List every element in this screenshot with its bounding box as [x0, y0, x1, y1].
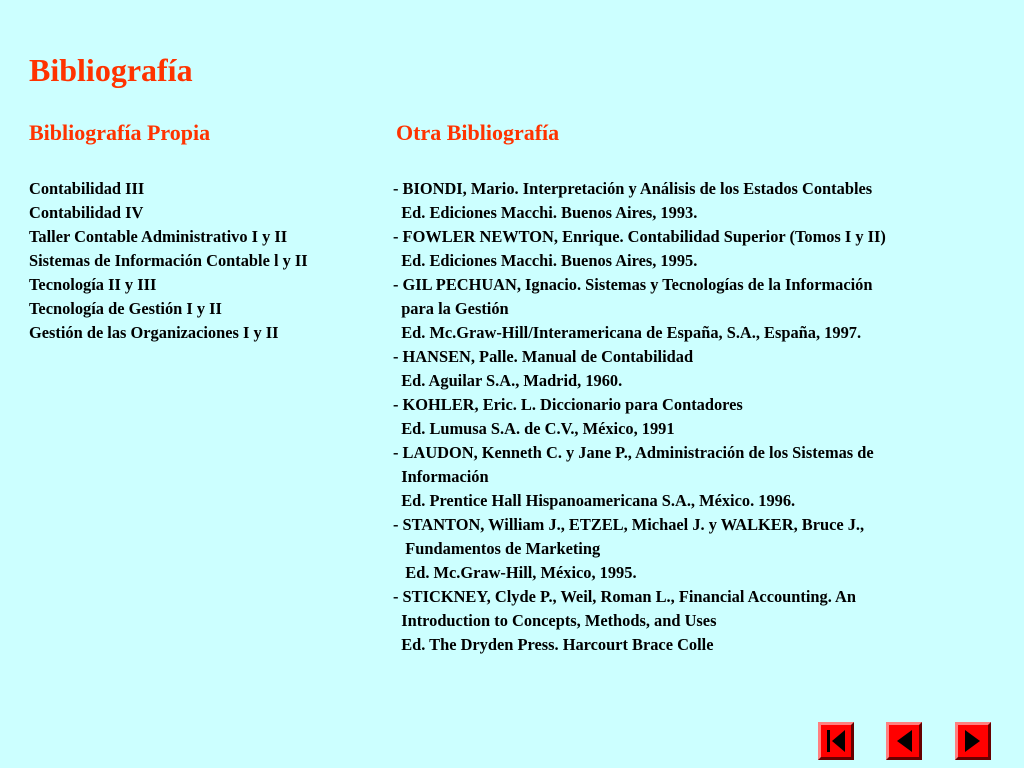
other-bibliography-heading: Otra Bibliografía: [396, 120, 560, 145]
reference-line: - LAUDON, Kenneth C. y Jane P., Administración de los Sistemas de: [393, 443, 874, 462]
reference-line: - FOWLER NEWTON, Enrique. Contabilidad Superior (Tomos I y II): [393, 227, 886, 246]
reference-line: Ed. Mc.Graw-Hill/Interamericana de España, S.A., España, 1997.: [393, 323, 862, 342]
reference-line: para la Gestión: [393, 299, 509, 318]
reference-line: Ed. Prentice Hall Hispanoamericana S.A., México. 1996.: [393, 491, 796, 510]
previous-slide-icon: [889, 725, 919, 757]
reference-line: Ed. Aguilar S.A., Madrid, 1960.: [393, 371, 623, 390]
reference-line: Fundamentos de Marketing: [393, 539, 601, 558]
other-bibliography-list: [393, 177, 1003, 657]
list-item: Tecnología de Gestión I y II: [29, 299, 222, 318]
reference-line: - STICKNEY, Clyde P., Weil, Roman L., Financial Accounting. An: [393, 587, 856, 606]
next-slide-icon: [958, 725, 988, 757]
first-slide-icon: [821, 725, 851, 757]
reference-line: - HANSEN, Palle. Manual de Contabilidad: [393, 347, 694, 366]
first-slide-button[interactable]: [818, 722, 854, 760]
reference-line: - KOHLER, Eric. L. Diccionario para Contadores: [393, 395, 743, 414]
list-item: Contabilidad IV: [29, 203, 144, 222]
reference-line: - STANTON, William J., ETZEL, Michael J. y WALKER, Bruce J.,: [393, 515, 865, 534]
page-title: Bibliografía: [29, 52, 193, 88]
own-bibliography-list: [29, 177, 389, 345]
reference-line: Introduction to Concepts, Methods, and Uses: [393, 611, 717, 630]
reference-line: - GIL PECHUAN, Ignacio. Sistemas y Tecnologías de la Información: [393, 275, 873, 294]
reference-line: - BIONDI, Mario. Interpretación y Análisis de los Estados Contables: [393, 179, 873, 198]
previous-slide-button[interactable]: [886, 722, 922, 760]
list-item: Gestión de las Organizaciones I y II: [29, 323, 279, 342]
list-item: Sistemas de Información Contable l y II: [29, 251, 308, 270]
reference-line: Información: [393, 467, 489, 486]
own-bibliography-heading: Bibliografía Propia: [29, 120, 211, 145]
reference-line: Ed. Ediciones Macchi. Buenos Aires, 1993.: [393, 203, 698, 222]
next-slide-button[interactable]: [955, 722, 991, 760]
list-item: Taller Contable Administrativo I y II: [29, 227, 288, 246]
reference-line: Ed. Lumusa S.A. de C.V., México, 1991: [393, 419, 675, 438]
list-item: Contabilidad III: [29, 179, 145, 198]
reference-line: Ed. The Dryden Press. Harcourt Brace Colle: [393, 635, 714, 654]
list-item: Tecnología II y III: [29, 275, 157, 294]
reference-line: Ed. Mc.Graw-Hill, México, 1995.: [393, 563, 637, 582]
reference-line: Ed. Ediciones Macchi. Buenos Aires, 1995.: [393, 251, 698, 270]
